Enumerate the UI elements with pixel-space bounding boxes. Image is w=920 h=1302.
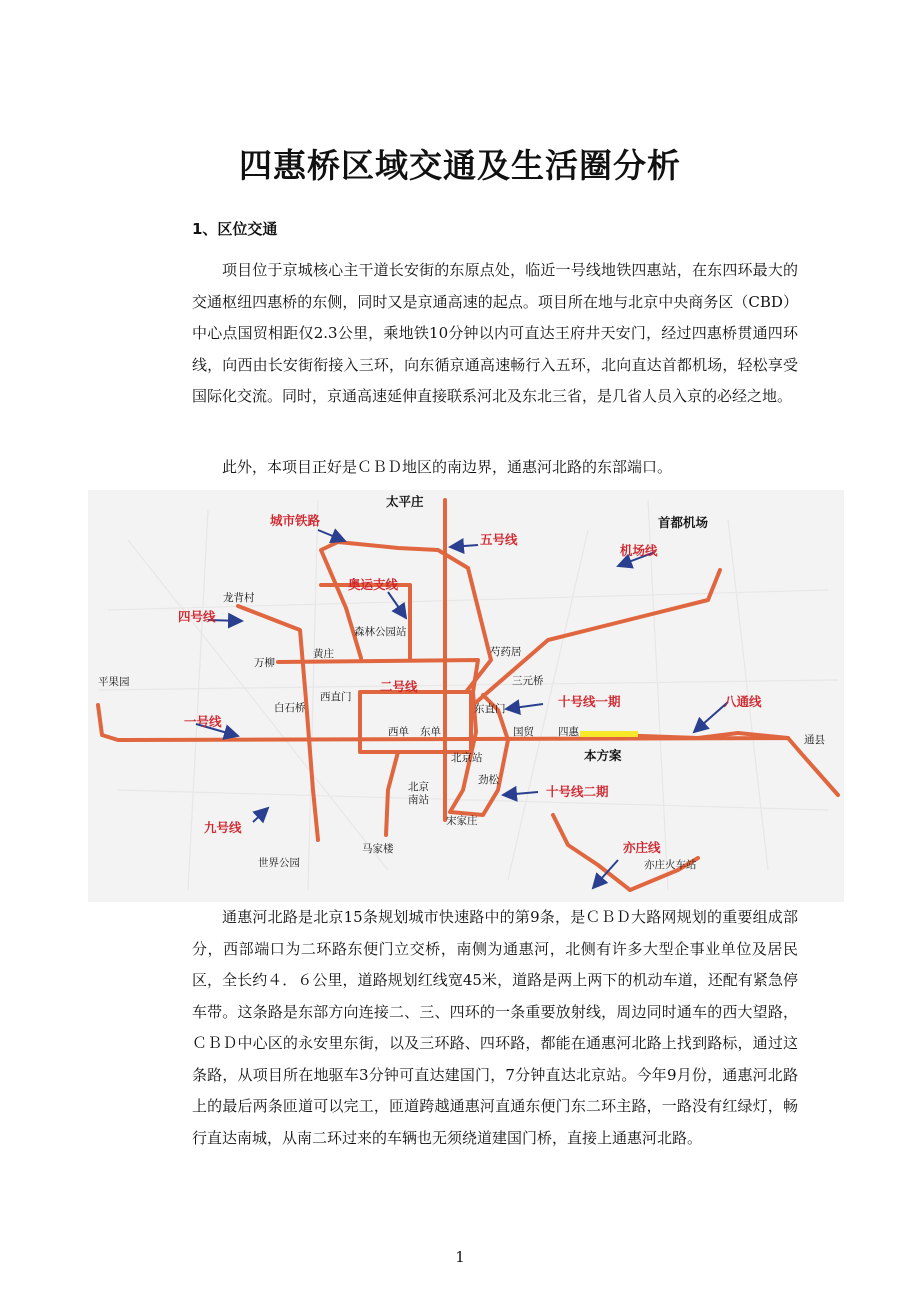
label-xizhimen: 西直门 xyxy=(320,691,352,703)
section-heading: 1、区位交通 xyxy=(192,220,278,238)
label-airport: 首都机场 xyxy=(658,515,709,530)
label-project: 本方案 xyxy=(584,748,622,763)
label-wanliu: 万柳 xyxy=(254,657,275,669)
label-huangzhuang: 黄庄 xyxy=(313,648,334,660)
label-line-4: 四号线 xyxy=(178,609,216,624)
label-line-1: 一号线 xyxy=(184,714,222,729)
project-highlight xyxy=(580,731,638,737)
label-forest-park: 森林公园站 xyxy=(354,626,407,638)
label-jinsong: 劲松 xyxy=(478,774,499,786)
label-line-2: 二号线 xyxy=(380,679,418,694)
label-songjiazhuang: 宋家庄 xyxy=(446,815,478,827)
page-number: 1 xyxy=(455,1248,465,1266)
label-dongzhimen: 东直门 xyxy=(474,703,506,715)
label-city-rail: 城市铁路 xyxy=(270,513,321,528)
paragraph-cbd: 此外，本项目正好是ＣＢＤ地区的南边界，通惠河北路的东部端口。 xyxy=(222,458,673,476)
label-baishiqiao: 白石桥 xyxy=(274,702,306,714)
label-line-5: 五号线 xyxy=(480,532,518,547)
label-line-10-phase-2: 十号线二期 xyxy=(546,784,609,799)
label-airport-line: 机场线 xyxy=(620,543,658,558)
label-taipingzhuang: 太平庄 xyxy=(386,494,424,509)
label-guomao: 国贸 xyxy=(513,726,534,738)
label-world-park: 世界公园 xyxy=(258,857,300,869)
label-line-10-phase-1: 十号线一期 xyxy=(558,694,621,709)
paragraph-tonghuihe: 通惠河北路是北京15条规划城市快速路中的第9条，是ＣＢＤ大路网规划的重要组成部分，西部端口为二环路东便门立交桥，南侧为通惠河，北侧有许多大型企事业单位及居民区，全长约４．６公里，道路规划红线宽45米，道路是两上两下的机动车道，还配有紧急停车带。这条路是东部方向连接二、三、四环的一条重要放射线，周边同时通车的西大望路，ＣＢＤ中心区的永安里东街，以及三环路、四环路，都能在通惠河北路上找到路标，通过这条路，从项目所在地驱车3分钟可直达建国门，7分钟直达北京站。今年9月份，通惠河北路上的最后两条匝道可以完工，匝道跨越通惠河直通东便门东二环主路，一路没有红绿灯，畅行直达南城，从南二环过来的车辆也无须绕道建国门桥，直接上通惠河北路。 xyxy=(192,908,798,1147)
label-sanyuanqiao: 三元桥 xyxy=(512,675,544,687)
label-xidan: 西单 xyxy=(388,726,409,738)
label-shaoyaoju: 芍药居 xyxy=(490,646,522,658)
label-beijing-south: 北京南站 xyxy=(408,781,429,806)
label-dongdan: 东单 xyxy=(420,726,441,738)
label-pingguoyuan: 平果园 xyxy=(98,676,130,688)
label-longbeicun: 龙背村 xyxy=(223,592,255,604)
label-beijing-station: 北京站 xyxy=(451,752,483,764)
subway-map xyxy=(88,490,844,902)
label-sihui: 四惠 xyxy=(558,726,579,738)
page-title: 四惠桥区域交通及生活圈分析 xyxy=(239,146,681,185)
label-yizhuang-line: 亦庄线 xyxy=(623,840,661,855)
label-batong-line: 八通线 xyxy=(724,694,762,709)
label-tongxian: 通县 xyxy=(804,734,825,746)
label-majialou: 马家楼 xyxy=(362,843,394,855)
label-olympic-line: 奥运支线 xyxy=(348,577,399,592)
label-line-9: 九号线 xyxy=(204,820,242,835)
paragraph-location: 项目位于京城核心主干道长安街的东原点处，临近一号线地铁四惠站，在东四环最大的交通枢纽四惠桥的东侧，同时又是京通高速的起点。项目所在地与北京中央商务区（CBD）中心点国贸相距仅2.3公里，乘地铁10分钟以内可直达王府井天安门，经过四惠桥贯通四环线，向西由长安街衔接入三环，向东循京通高速畅行入五环，北向直达首都机场，轻松享受国际化交流。同时，京通高速延伸直接联系河北及东北三省，是几省人员入京的必经之地。 xyxy=(192,261,798,405)
label-yizhuang-station: 亦庄火车站 xyxy=(644,859,697,871)
